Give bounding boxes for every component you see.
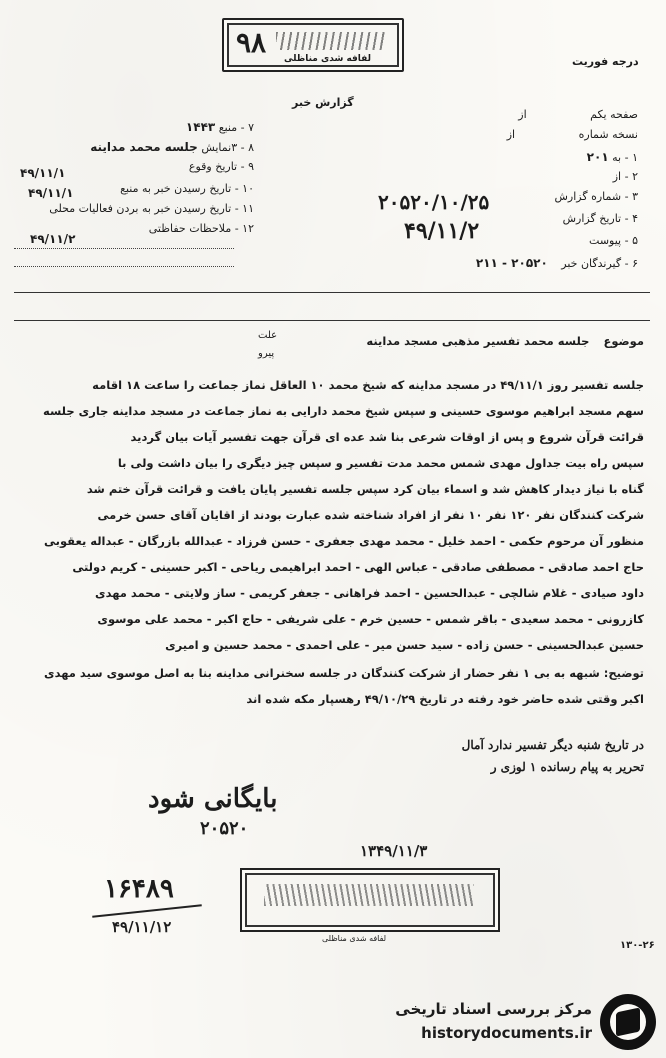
- right-form-row: ۱ - به ۲۰۱: [586, 150, 638, 164]
- body-line: سپس راه بیت جداول مهدی شمس محمد مدت تفسیر و سپس چیز دیگری را بیان داشت ولی با: [117, 456, 644, 470]
- handwritten-note-line: تحریر به پیام رسانده ۱ لوزی ر: [490, 760, 644, 774]
- left-form-row: ۱۰ - تاریخ رسیدن خبر به منبع: [120, 182, 254, 195]
- archive-number: ۲۰۵۲۰: [200, 818, 249, 839]
- body-line: کازرونی - محمد سعیدی - باقر شمس - حسین خرم - علی شریفی - حاج اکبر - محمد علی موسوی: [97, 612, 644, 626]
- archive-date: ۱۳۴۹/۱۱/۳: [360, 842, 428, 860]
- page-number: ۱۳۰-۲۶: [620, 940, 655, 951]
- bottom-stamp: [240, 868, 500, 943]
- body-line: داود صیادی - غلام شالچی - عبدالحسین - احمد فراهانی - جعفر کریمی - ساز ولایتی - محمد مهدی: [95, 586, 644, 600]
- subject-ref-label: علت: [258, 330, 278, 341]
- right-form-row: صفحه یکم از: [518, 108, 638, 121]
- divider: [14, 320, 650, 321]
- stamp-label: لفافه شدی مناظلی: [284, 54, 372, 64]
- divider: [14, 266, 234, 267]
- divider: [14, 292, 650, 293]
- body-line: جلسه تفسیر روز ۴۹/۱۱/۱ در مسجد مداینه که شیخ محمد ۱۰ العاقل نماز جماعت را ساعت ۱۸ اقامه: [92, 378, 644, 392]
- footer-url: historydocuments.ir: [421, 1024, 592, 1042]
- top-stamp: [222, 18, 404, 72]
- subject-text: جلسه محمد تفسیر مذهبی مسجد مداینه: [366, 334, 590, 348]
- right-form-row: ۶ - گیرندگان خبر ۲۰۵۲۰ - ۲۱۱: [475, 256, 638, 270]
- body-line: توضیح: شبهه به بی ۱ نفر حضار از شرکت کنندگان در جلسه سخنرانی مداینه بنا به اصل موسوی سید مهدی: [44, 666, 644, 680]
- register-date: ۴۹/۱۱/۱۲: [112, 918, 172, 936]
- body-line: حسین عبدالحسینی - حسن زاده - سید حسن میر - علی احمدی - محمد حسین و امیری: [165, 638, 644, 652]
- body-line: حاج احمد صادقی - مصطفی صادقی - عباس الهی - احمد ابراهیمی ریاحی - اکبر حسینی - کریم دولتی: [72, 560, 644, 574]
- handwritten-note-line: در تاریخ شنبه دیگر تفسیر ندارد آمال: [461, 738, 644, 752]
- subject-line: [366, 334, 644, 348]
- body-line: قرائت قرآن شروع و پس از اوقات شرعی بنا شد عده ای قرآن جهت تفسیر آیات بیان گردید: [130, 430, 644, 444]
- footer-watermark: [372, 992, 662, 1054]
- stamp-number: ۹۸: [236, 26, 267, 59]
- archive-handwriting: بایگانی شود: [148, 784, 278, 814]
- underline-stroke: [92, 904, 202, 917]
- stamp-scribble: [264, 884, 474, 906]
- right-form-row: ۵ - پیوست: [589, 234, 638, 247]
- left-form-row: ۷ - منبع ۱۴۴۳: [185, 120, 254, 134]
- left-form-row: ۱۱ - تاریخ رسیدن خبر به بردن فعالیات محلی: [49, 202, 254, 215]
- left-form-row: ۸ - ۳نمایش جلسه محمد مداینه: [90, 140, 254, 154]
- body-line: شرکت کنندگان نفر ۱۲۰ نفر ۱۰ نفر از افراد شناخته شده عبارت بودند از اقایان آقای حسن خرمی: [97, 508, 644, 522]
- body-line: سهم مسجد ابراهیم موسوی حسینی و سپس شیخ محمد دارایی به نماز جماعت در مسجد مداینه جاری جلسه: [43, 404, 644, 418]
- right-form-row: ۲ - از: [612, 170, 638, 183]
- divider: [14, 248, 234, 249]
- subject-ref-label2: پیرو: [258, 348, 275, 359]
- footer-title: مرکز بررسی اسناد تاریخی: [395, 1000, 592, 1018]
- body-line: گناه با نیاز دیدار کاهش شد و اسماء بیان کرد سپس جلسه تفسیر پایان یافت و قرائت قرآن ختم شد: [86, 482, 644, 496]
- left-form-row: ۹ - تاریخ وقوع: [188, 160, 254, 173]
- priority-label: درجه فوریت: [572, 55, 639, 68]
- right-form-row: نسخه شماره از: [506, 128, 638, 141]
- report-number: ۲۰۵۲۰/۱۰/۲۵: [378, 190, 490, 214]
- subject-label: موضوع: [603, 334, 644, 348]
- right-form-row: ۴ - تاریخ گزارش: [562, 212, 638, 225]
- left-form-value-date: ۴۹/۱۱/۲: [30, 232, 76, 246]
- stamp-scribble: [276, 32, 386, 50]
- left-form-value-date: ۴۹/۱۱/۱: [28, 186, 74, 200]
- report-title: گزارش خبر: [292, 96, 354, 109]
- body-line: اکبر وقتی شده حاضر خود رفته در تاریخ ۴۹/۱۰/۲۹ رهسپار مکه شده اند: [246, 692, 644, 706]
- stamp-label: لفافه شدی مناظلی: [322, 934, 387, 943]
- right-form-row: ۳ - شماره گزارش: [554, 190, 638, 203]
- report-date: ۴۹/۱۱/۲: [404, 218, 480, 244]
- register-number: ۱۶۴۸۹: [104, 874, 174, 904]
- body-line: منظور آن مرحوم حکمی - احمد خلیل - محمد مهدی جعفری - حسن فرزاد - عبدالله بازرگان - عبداله یعقوبی: [44, 534, 644, 548]
- left-form-value-date: ۴۹/۱۱/۱: [20, 166, 66, 180]
- left-form-row: ۱۲ - ملاحظات حفاظتی: [148, 222, 254, 235]
- archive-logo-icon: [600, 994, 656, 1050]
